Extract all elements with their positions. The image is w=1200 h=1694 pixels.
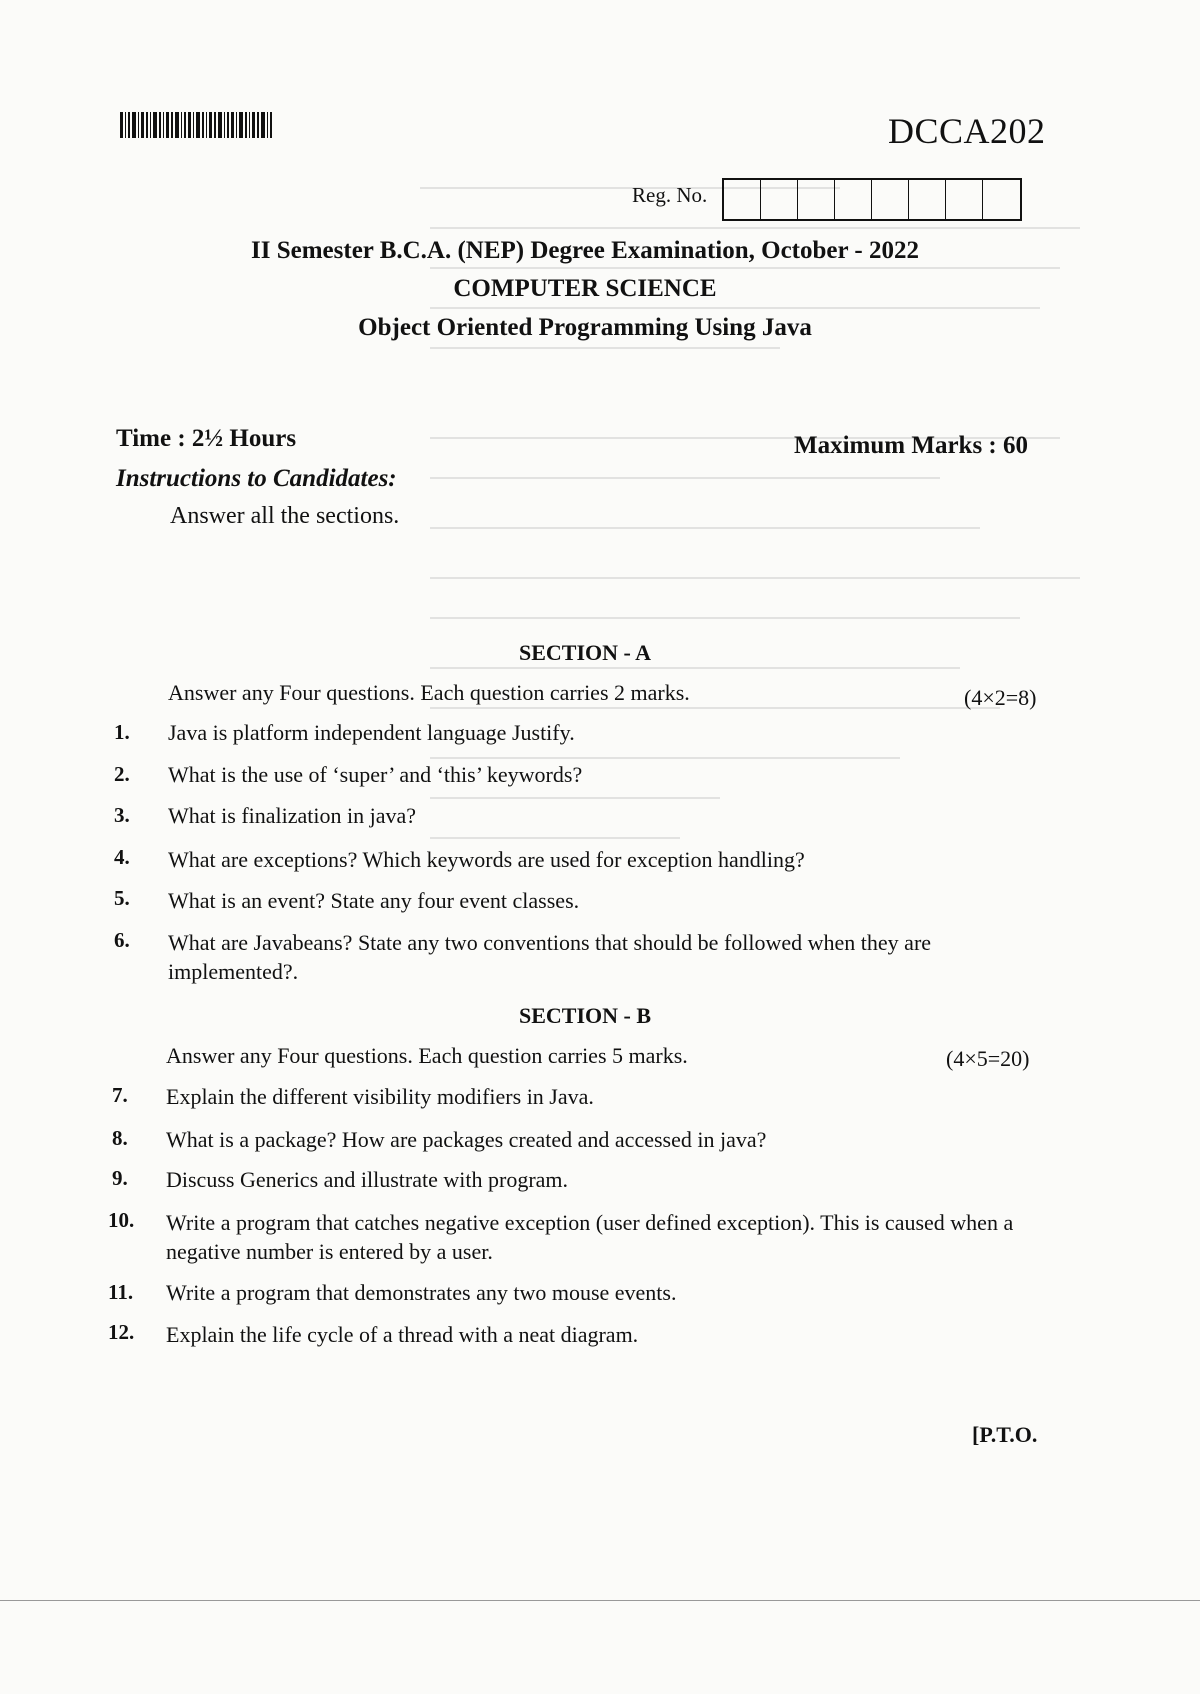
reg-number-box[interactable] — [761, 180, 798, 219]
question-number: 1. — [114, 720, 130, 744]
reg-number-box[interactable] — [909, 180, 946, 219]
instructions-text: Answer all the sections. — [170, 503, 400, 529]
question-number: 6. — [114, 928, 130, 952]
barcode — [120, 112, 272, 138]
question-text: Write a program that demonstrates any two mouse events. — [166, 1280, 677, 1305]
question-number: 2. — [114, 762, 130, 786]
section-a-marks: (4×2=8) — [964, 685, 1037, 710]
section-b-directive: Answer any Four questions. Each question carries 5 marks. — [166, 1043, 688, 1068]
section-b-marks: (4×5=20) — [946, 1046, 1030, 1071]
question-text: Java is platform independent language Justify. — [168, 720, 575, 745]
exam-title: II Semester B.C.A. (NEP) Degree Examination, October - 2022 — [251, 237, 919, 264]
reg-number-box[interactable] — [724, 180, 761, 219]
question-number: 8. — [112, 1126, 128, 1150]
question-number: 10. — [108, 1208, 135, 1232]
maximum-marks: Maximum Marks : 60 — [794, 432, 1028, 459]
reg-number-box[interactable] — [835, 180, 872, 219]
reg-number-box[interactable] — [946, 180, 983, 219]
question-number: 11. — [108, 1280, 134, 1304]
page-bottom-rule — [0, 1600, 1200, 1601]
reg-number-box[interactable] — [798, 180, 835, 219]
question-text: Discuss Generics and illustrate with program. — [166, 1167, 569, 1192]
question-number: 12. — [108, 1320, 135, 1344]
question-number: 9. — [112, 1166, 128, 1190]
please-turn-over: [P.T.O. — [972, 1422, 1038, 1447]
question-text: What is an event? State any four event classes. — [168, 888, 580, 913]
question-number: 7. — [112, 1083, 128, 1107]
paper-code: DCCA202 — [888, 111, 1046, 151]
reg-number-box[interactable] — [872, 180, 909, 219]
reg-number-box[interactable] — [983, 180, 1020, 219]
question-number: 3. — [114, 803, 130, 827]
question-text: Explain the different visibility modifiers in Java. — [166, 1084, 594, 1109]
question-text: Explain the life cycle of a thread with a neat diagram. — [166, 1322, 639, 1347]
reg-number-boxes — [722, 178, 1022, 221]
question-text: What are exceptions? Which keywords are used for exception handling? — [168, 847, 805, 872]
question-number: 5. — [114, 886, 130, 910]
question-number: 4. — [114, 845, 130, 869]
subject-title: COMPUTER SCIENCE — [453, 275, 717, 302]
section-a-title: SECTION - A — [518, 640, 652, 665]
question-text: Write a program that catches negative exception (user defined exception). This is caused when a negative number is entered by a user. — [166, 1210, 1014, 1264]
exam-duration: Time : 2½ Hours — [116, 425, 297, 452]
question-text: What is finalization in java? — [168, 803, 417, 828]
section-b-title: SECTION - B — [518, 1003, 652, 1028]
section-a-directive: Answer any Four questions. Each question carries 2 marks. — [168, 680, 690, 705]
question-text: What is a package? How are packages created and accessed in java? — [166, 1127, 767, 1152]
question-text: What is the use of ‘super’ and ‘this’ keywords? — [168, 762, 583, 787]
reg-number-label: Reg. No. — [632, 183, 708, 207]
question-text: What are Javabeans? State any two conventions that should be followed when they are implemented?. — [168, 930, 932, 984]
paper-title: Object Oriented Programming Using Java — [358, 314, 812, 341]
instructions-title: Instructions to Candidates: — [116, 465, 397, 492]
